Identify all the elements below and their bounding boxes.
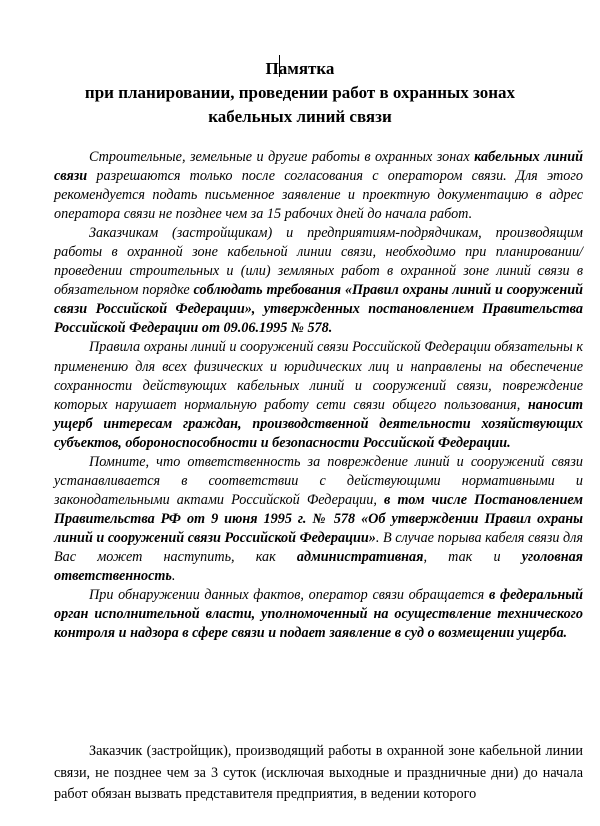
paragraph-3 [54, 338, 583, 452]
paragraph-2 [54, 224, 583, 338]
main-body [54, 148, 583, 643]
paragraph-5-bold-1: в федеральный орган исполнительной власти, уполномоченный на осуществление технического контроля и надзора в сфере связи и подает заявление в суд о возмещении ущерба. [54, 587, 583, 642]
paragraph-4 [54, 453, 583, 586]
paragraph-4-text-2: . В случае порыва кабеля связи для Вас может наступить, как [54, 529, 583, 565]
paragraph-5-text-1: При обнаружении данных фактов, оператор связи обращается [89, 587, 489, 604]
paragraph-4-text-1: Помните, что ответственность за повреждение линий и сооружений связи устанавливается в соответствии с действующими нормативными и законодательными актами Российской Федерации, [54, 453, 583, 508]
title-line-2: при планировании, проведении работ в охранных зонах [84, 83, 516, 102]
paragraph-1-text-1: Строительные, земельные и другие работы в охранных зонах [89, 149, 475, 165]
paragraph-1-text-2: разрешаются только после согласования с оператором связи. Для этого рекомендуется подать письменное заявление и проектную документацию в адрес оператора связи не позднее чем за 15 рабочих дней до начала работ. [54, 168, 583, 223]
paragraph-6: Заказчик (застройщик), производящий работы в охранной зоне кабельной линии связи, не позднее чем за 3 суток (исключая выходные и праздничные дни) до начала работ обязан вызвать представителя предприятия, в ведении которого [54, 743, 583, 802]
paragraph-4-text-3: , так и [423, 548, 522, 565]
paragraph-4-bold-2: административная [296, 548, 424, 565]
paragraph-1 [54, 148, 583, 224]
paragraph-1-bold-1: кабельных линий связи [54, 149, 583, 185]
title-line-1: Памятка [265, 59, 335, 78]
paragraph-3-text-1: Правила охраны линий и сооружений связи Российской Федерации обязательны к применению для всех физических и юридических лиц и направлены на обеспечение сохранности действующих кабельных линий и сооружений связи, повреждение которых нарушает нормальную работу сети связи общего пользования, [54, 339, 583, 413]
paragraph-4-text-4: . [171, 568, 176, 585]
paragraph-2-bold-1: соблюдать требования «Правил охраны линий и сооружений связи Российской Федерации», утвержденных постановлением Правительства Российской Федерации от 09.06.1995 № 578. [54, 282, 583, 337]
paragraph-4-bold-1: в том числе Постановлением Правительства РФ от 9 июня 1995 г. № 578 «Об утверждении Правил охраны линий и сооружений связи Российской Федерации» [54, 491, 583, 546]
paragraph-5 [54, 586, 583, 643]
title-line-3: кабельных линий связи [208, 107, 392, 126]
paragraph-2-text-1: Заказчикам (застройщикам) и предприятиям-подрядчикам, производящим работы в охранной зоне кабельной линии связи, необходимо при планировании/проведении строительных и (или) земляных работ в охранной зоне линий связи в обязательном порядке [54, 225, 583, 299]
paragraph-3-bold-1: наносит ущерб интересам граждан, производственной деятельности хозяйствующих субъектов, обороноспособности и безопасности Российской Федерации. [54, 396, 583, 451]
paragraph-4-bold-3: уголовная ответственность [54, 548, 583, 585]
secondary-body [54, 741, 583, 806]
